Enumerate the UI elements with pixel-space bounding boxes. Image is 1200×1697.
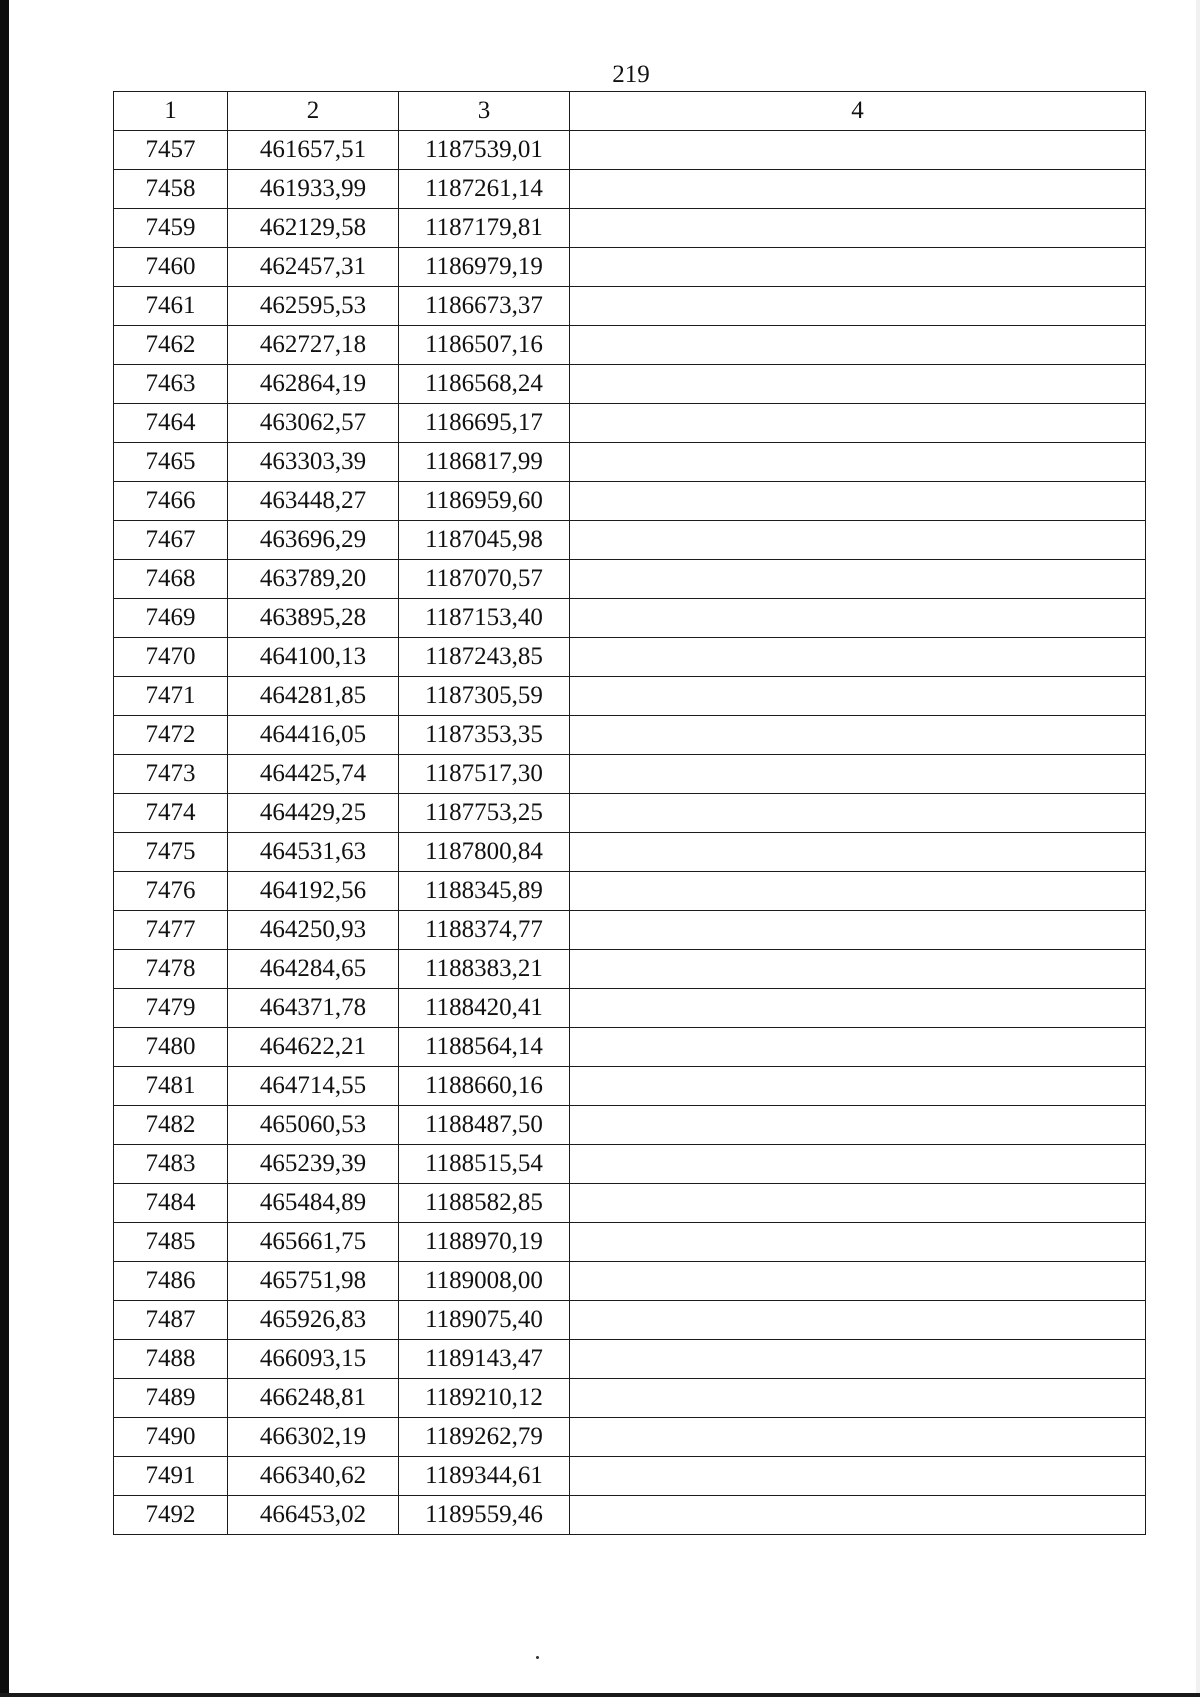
note-cell bbox=[570, 248, 1146, 287]
y-coordinate-cell: 1188970,19 bbox=[399, 1223, 570, 1262]
point-number-cell: 7492 bbox=[114, 1496, 228, 1535]
x-coordinate-cell: 464429,25 bbox=[228, 794, 399, 833]
x-coordinate-cell: 465060,53 bbox=[228, 1106, 399, 1145]
table-row bbox=[114, 248, 1146, 287]
y-coordinate-cell: 1187179,81 bbox=[399, 209, 570, 248]
table-row bbox=[114, 1379, 1146, 1418]
note-cell bbox=[570, 1418, 1146, 1457]
note-cell bbox=[570, 599, 1146, 638]
note-cell bbox=[570, 872, 1146, 911]
point-number-cell: 7482 bbox=[114, 1106, 228, 1145]
note-cell bbox=[570, 1067, 1146, 1106]
y-coordinate-cell: 1188515,54 bbox=[399, 1145, 570, 1184]
y-coordinate-cell: 1187800,84 bbox=[399, 833, 570, 872]
note-cell bbox=[570, 1262, 1146, 1301]
note-cell bbox=[570, 833, 1146, 872]
table-row bbox=[114, 482, 1146, 521]
point-number-cell: 7469 bbox=[114, 599, 228, 638]
point-number-cell: 7457 bbox=[114, 131, 228, 170]
y-coordinate-cell: 1189262,79 bbox=[399, 1418, 570, 1457]
y-coordinate-cell: 1187305,59 bbox=[399, 677, 570, 716]
table-row bbox=[114, 872, 1146, 911]
point-number-cell: 7462 bbox=[114, 326, 228, 365]
point-number-cell: 7490 bbox=[114, 1418, 228, 1457]
point-number-cell: 7487 bbox=[114, 1301, 228, 1340]
note-cell bbox=[570, 1301, 1146, 1340]
x-coordinate-cell: 463062,57 bbox=[228, 404, 399, 443]
table-row bbox=[114, 989, 1146, 1028]
table-row bbox=[114, 677, 1146, 716]
y-coordinate-cell: 1188582,85 bbox=[399, 1184, 570, 1223]
table-row bbox=[114, 1106, 1146, 1145]
x-coordinate-cell: 466453,02 bbox=[228, 1496, 399, 1535]
y-coordinate-cell: 1188420,41 bbox=[399, 989, 570, 1028]
x-coordinate-cell: 462595,53 bbox=[228, 287, 399, 326]
x-coordinate-cell: 461657,51 bbox=[228, 131, 399, 170]
point-number-cell: 7480 bbox=[114, 1028, 228, 1067]
point-number-cell: 7478 bbox=[114, 950, 228, 989]
x-coordinate-cell: 464714,55 bbox=[228, 1067, 399, 1106]
point-number-cell: 7477 bbox=[114, 911, 228, 950]
table-row bbox=[114, 638, 1146, 677]
y-coordinate-cell: 1186507,16 bbox=[399, 326, 570, 365]
note-cell bbox=[570, 638, 1146, 677]
note-cell bbox=[570, 794, 1146, 833]
table-row bbox=[114, 833, 1146, 872]
point-number-cell: 7476 bbox=[114, 872, 228, 911]
y-coordinate-cell: 1188383,21 bbox=[399, 950, 570, 989]
point-number-cell: 7475 bbox=[114, 833, 228, 872]
y-coordinate-cell: 1187539,01 bbox=[399, 131, 570, 170]
note-cell bbox=[570, 911, 1146, 950]
note-cell bbox=[570, 287, 1146, 326]
table-row bbox=[114, 716, 1146, 755]
point-number-cell: 7479 bbox=[114, 989, 228, 1028]
x-coordinate-cell: 463696,29 bbox=[228, 521, 399, 560]
y-coordinate-cell: 1186979,19 bbox=[399, 248, 570, 287]
table-row bbox=[114, 1262, 1146, 1301]
table-row bbox=[114, 755, 1146, 794]
table-row bbox=[114, 170, 1146, 209]
x-coordinate-cell: 461933,99 bbox=[228, 170, 399, 209]
point-number-cell: 7488 bbox=[114, 1340, 228, 1379]
table-row bbox=[114, 560, 1146, 599]
point-number-cell: 7471 bbox=[114, 677, 228, 716]
table-row bbox=[114, 1028, 1146, 1067]
y-coordinate-cell: 1187045,98 bbox=[399, 521, 570, 560]
x-coordinate-cell: 464425,74 bbox=[228, 755, 399, 794]
scan-edge-left bbox=[0, 0, 9, 1697]
point-number-cell: 7466 bbox=[114, 482, 228, 521]
note-cell bbox=[570, 677, 1146, 716]
table-body bbox=[114, 131, 1146, 1535]
point-number-cell: 7459 bbox=[114, 209, 228, 248]
point-number-cell: 7460 bbox=[114, 248, 228, 287]
x-coordinate-cell: 464622,21 bbox=[228, 1028, 399, 1067]
x-coordinate-cell: 464284,65 bbox=[228, 950, 399, 989]
y-coordinate-cell: 1189075,40 bbox=[399, 1301, 570, 1340]
note-cell bbox=[570, 1106, 1146, 1145]
y-coordinate-cell: 1187243,85 bbox=[399, 638, 570, 677]
y-coordinate-cell: 1187070,57 bbox=[399, 560, 570, 599]
x-coordinate-cell: 463895,28 bbox=[228, 599, 399, 638]
point-number-cell: 7463 bbox=[114, 365, 228, 404]
point-number-cell: 7486 bbox=[114, 1262, 228, 1301]
x-coordinate-cell: 464250,93 bbox=[228, 911, 399, 950]
x-coordinate-cell: 465239,39 bbox=[228, 1145, 399, 1184]
column-header-1: 1 bbox=[114, 92, 228, 131]
table-row bbox=[114, 521, 1146, 560]
x-coordinate-cell: 463303,39 bbox=[228, 443, 399, 482]
note-cell bbox=[570, 950, 1146, 989]
y-coordinate-cell: 1188345,89 bbox=[399, 872, 570, 911]
table-row bbox=[114, 911, 1146, 950]
point-number-cell: 7473 bbox=[114, 755, 228, 794]
point-number-cell: 7464 bbox=[114, 404, 228, 443]
note-cell bbox=[570, 131, 1146, 170]
x-coordinate-cell: 466248,81 bbox=[228, 1379, 399, 1418]
y-coordinate-cell: 1189210,12 bbox=[399, 1379, 570, 1418]
scan-edge-right bbox=[1196, 0, 1200, 1697]
note-cell bbox=[570, 1496, 1146, 1535]
y-coordinate-cell: 1188564,14 bbox=[399, 1028, 570, 1067]
y-coordinate-cell: 1186959,60 bbox=[399, 482, 570, 521]
y-coordinate-cell: 1189559,46 bbox=[399, 1496, 570, 1535]
point-number-cell: 7461 bbox=[114, 287, 228, 326]
y-coordinate-cell: 1187353,35 bbox=[399, 716, 570, 755]
scan-speck bbox=[536, 1656, 539, 1659]
table-row bbox=[114, 1418, 1146, 1457]
x-coordinate-cell: 464100,13 bbox=[228, 638, 399, 677]
point-number-cell: 7465 bbox=[114, 443, 228, 482]
note-cell bbox=[570, 209, 1146, 248]
column-header-2: 2 bbox=[228, 92, 399, 131]
x-coordinate-cell: 464531,63 bbox=[228, 833, 399, 872]
x-coordinate-cell: 465751,98 bbox=[228, 1262, 399, 1301]
table-row bbox=[114, 287, 1146, 326]
y-coordinate-cell: 1186673,37 bbox=[399, 287, 570, 326]
x-coordinate-cell: 466340,62 bbox=[228, 1457, 399, 1496]
table-row bbox=[114, 326, 1146, 365]
point-number-cell: 7458 bbox=[114, 170, 228, 209]
point-number-cell: 7483 bbox=[114, 1145, 228, 1184]
x-coordinate-cell: 466302,19 bbox=[228, 1418, 399, 1457]
x-coordinate-cell: 462727,18 bbox=[228, 326, 399, 365]
note-cell bbox=[570, 365, 1146, 404]
table-row bbox=[114, 131, 1146, 170]
note-cell bbox=[570, 326, 1146, 365]
y-coordinate-cell: 1188487,50 bbox=[399, 1106, 570, 1145]
scan-edge-bottom bbox=[0, 1693, 1200, 1697]
note-cell bbox=[570, 989, 1146, 1028]
x-coordinate-cell: 465484,89 bbox=[228, 1184, 399, 1223]
table-row bbox=[114, 443, 1146, 482]
point-number-cell: 7467 bbox=[114, 521, 228, 560]
y-coordinate-cell: 1187753,25 bbox=[399, 794, 570, 833]
x-coordinate-cell: 462864,19 bbox=[228, 365, 399, 404]
table-row bbox=[114, 209, 1146, 248]
x-coordinate-cell: 466093,15 bbox=[228, 1340, 399, 1379]
x-coordinate-cell: 462129,58 bbox=[228, 209, 399, 248]
y-coordinate-cell: 1188374,77 bbox=[399, 911, 570, 950]
y-coordinate-cell: 1186695,17 bbox=[399, 404, 570, 443]
x-coordinate-cell: 464192,56 bbox=[228, 872, 399, 911]
note-cell bbox=[570, 482, 1146, 521]
note-cell bbox=[570, 560, 1146, 599]
x-coordinate-cell: 464281,85 bbox=[228, 677, 399, 716]
point-number-cell: 7485 bbox=[114, 1223, 228, 1262]
table-row bbox=[114, 1223, 1146, 1262]
table-row bbox=[114, 1184, 1146, 1223]
table-row bbox=[114, 1457, 1146, 1496]
y-coordinate-cell: 1186568,24 bbox=[399, 365, 570, 404]
point-number-cell: 7481 bbox=[114, 1067, 228, 1106]
note-cell bbox=[570, 1457, 1146, 1496]
x-coordinate-cell: 462457,31 bbox=[228, 248, 399, 287]
note-cell bbox=[570, 443, 1146, 482]
y-coordinate-cell: 1188660,16 bbox=[399, 1067, 570, 1106]
point-number-cell: 7474 bbox=[114, 794, 228, 833]
note-cell bbox=[570, 1223, 1146, 1262]
table-row bbox=[114, 1067, 1146, 1106]
point-number-cell: 7484 bbox=[114, 1184, 228, 1223]
table-row bbox=[114, 1145, 1146, 1184]
x-coordinate-cell: 464371,78 bbox=[228, 989, 399, 1028]
note-cell bbox=[570, 1340, 1146, 1379]
x-coordinate-cell: 463448,27 bbox=[228, 482, 399, 521]
note-cell bbox=[570, 1028, 1146, 1067]
point-number-cell: 7472 bbox=[114, 716, 228, 755]
table-row bbox=[114, 950, 1146, 989]
y-coordinate-cell: 1186817,99 bbox=[399, 443, 570, 482]
note-cell bbox=[570, 1379, 1146, 1418]
point-number-cell: 7489 bbox=[114, 1379, 228, 1418]
table-row bbox=[114, 599, 1146, 638]
coordinates-table bbox=[113, 91, 1146, 1535]
x-coordinate-cell: 465926,83 bbox=[228, 1301, 399, 1340]
table-row bbox=[114, 365, 1146, 404]
page-number: 219 bbox=[612, 61, 650, 88]
note-cell bbox=[570, 404, 1146, 443]
y-coordinate-cell: 1189344,61 bbox=[399, 1457, 570, 1496]
note-cell bbox=[570, 1184, 1146, 1223]
x-coordinate-cell: 464416,05 bbox=[228, 716, 399, 755]
table-row bbox=[114, 1340, 1146, 1379]
y-coordinate-cell: 1187261,14 bbox=[399, 170, 570, 209]
table-row bbox=[114, 404, 1146, 443]
note-cell bbox=[570, 170, 1146, 209]
note-cell bbox=[570, 521, 1146, 560]
table-row bbox=[114, 794, 1146, 833]
note-cell bbox=[570, 755, 1146, 794]
table-header-row bbox=[114, 92, 1146, 131]
y-coordinate-cell: 1187153,40 bbox=[399, 599, 570, 638]
y-coordinate-cell: 1187517,30 bbox=[399, 755, 570, 794]
table-row bbox=[114, 1496, 1146, 1535]
x-coordinate-cell: 465661,75 bbox=[228, 1223, 399, 1262]
column-header-4: 4 bbox=[570, 92, 1146, 131]
point-number-cell: 7470 bbox=[114, 638, 228, 677]
point-number-cell: 7491 bbox=[114, 1457, 228, 1496]
x-coordinate-cell: 463789,20 bbox=[228, 560, 399, 599]
note-cell bbox=[570, 716, 1146, 755]
note-cell bbox=[570, 1145, 1146, 1184]
y-coordinate-cell: 1189143,47 bbox=[399, 1340, 570, 1379]
point-number-cell: 7468 bbox=[114, 560, 228, 599]
y-coordinate-cell: 1189008,00 bbox=[399, 1262, 570, 1301]
table-row bbox=[114, 1301, 1146, 1340]
column-header-3: 3 bbox=[399, 92, 570, 131]
